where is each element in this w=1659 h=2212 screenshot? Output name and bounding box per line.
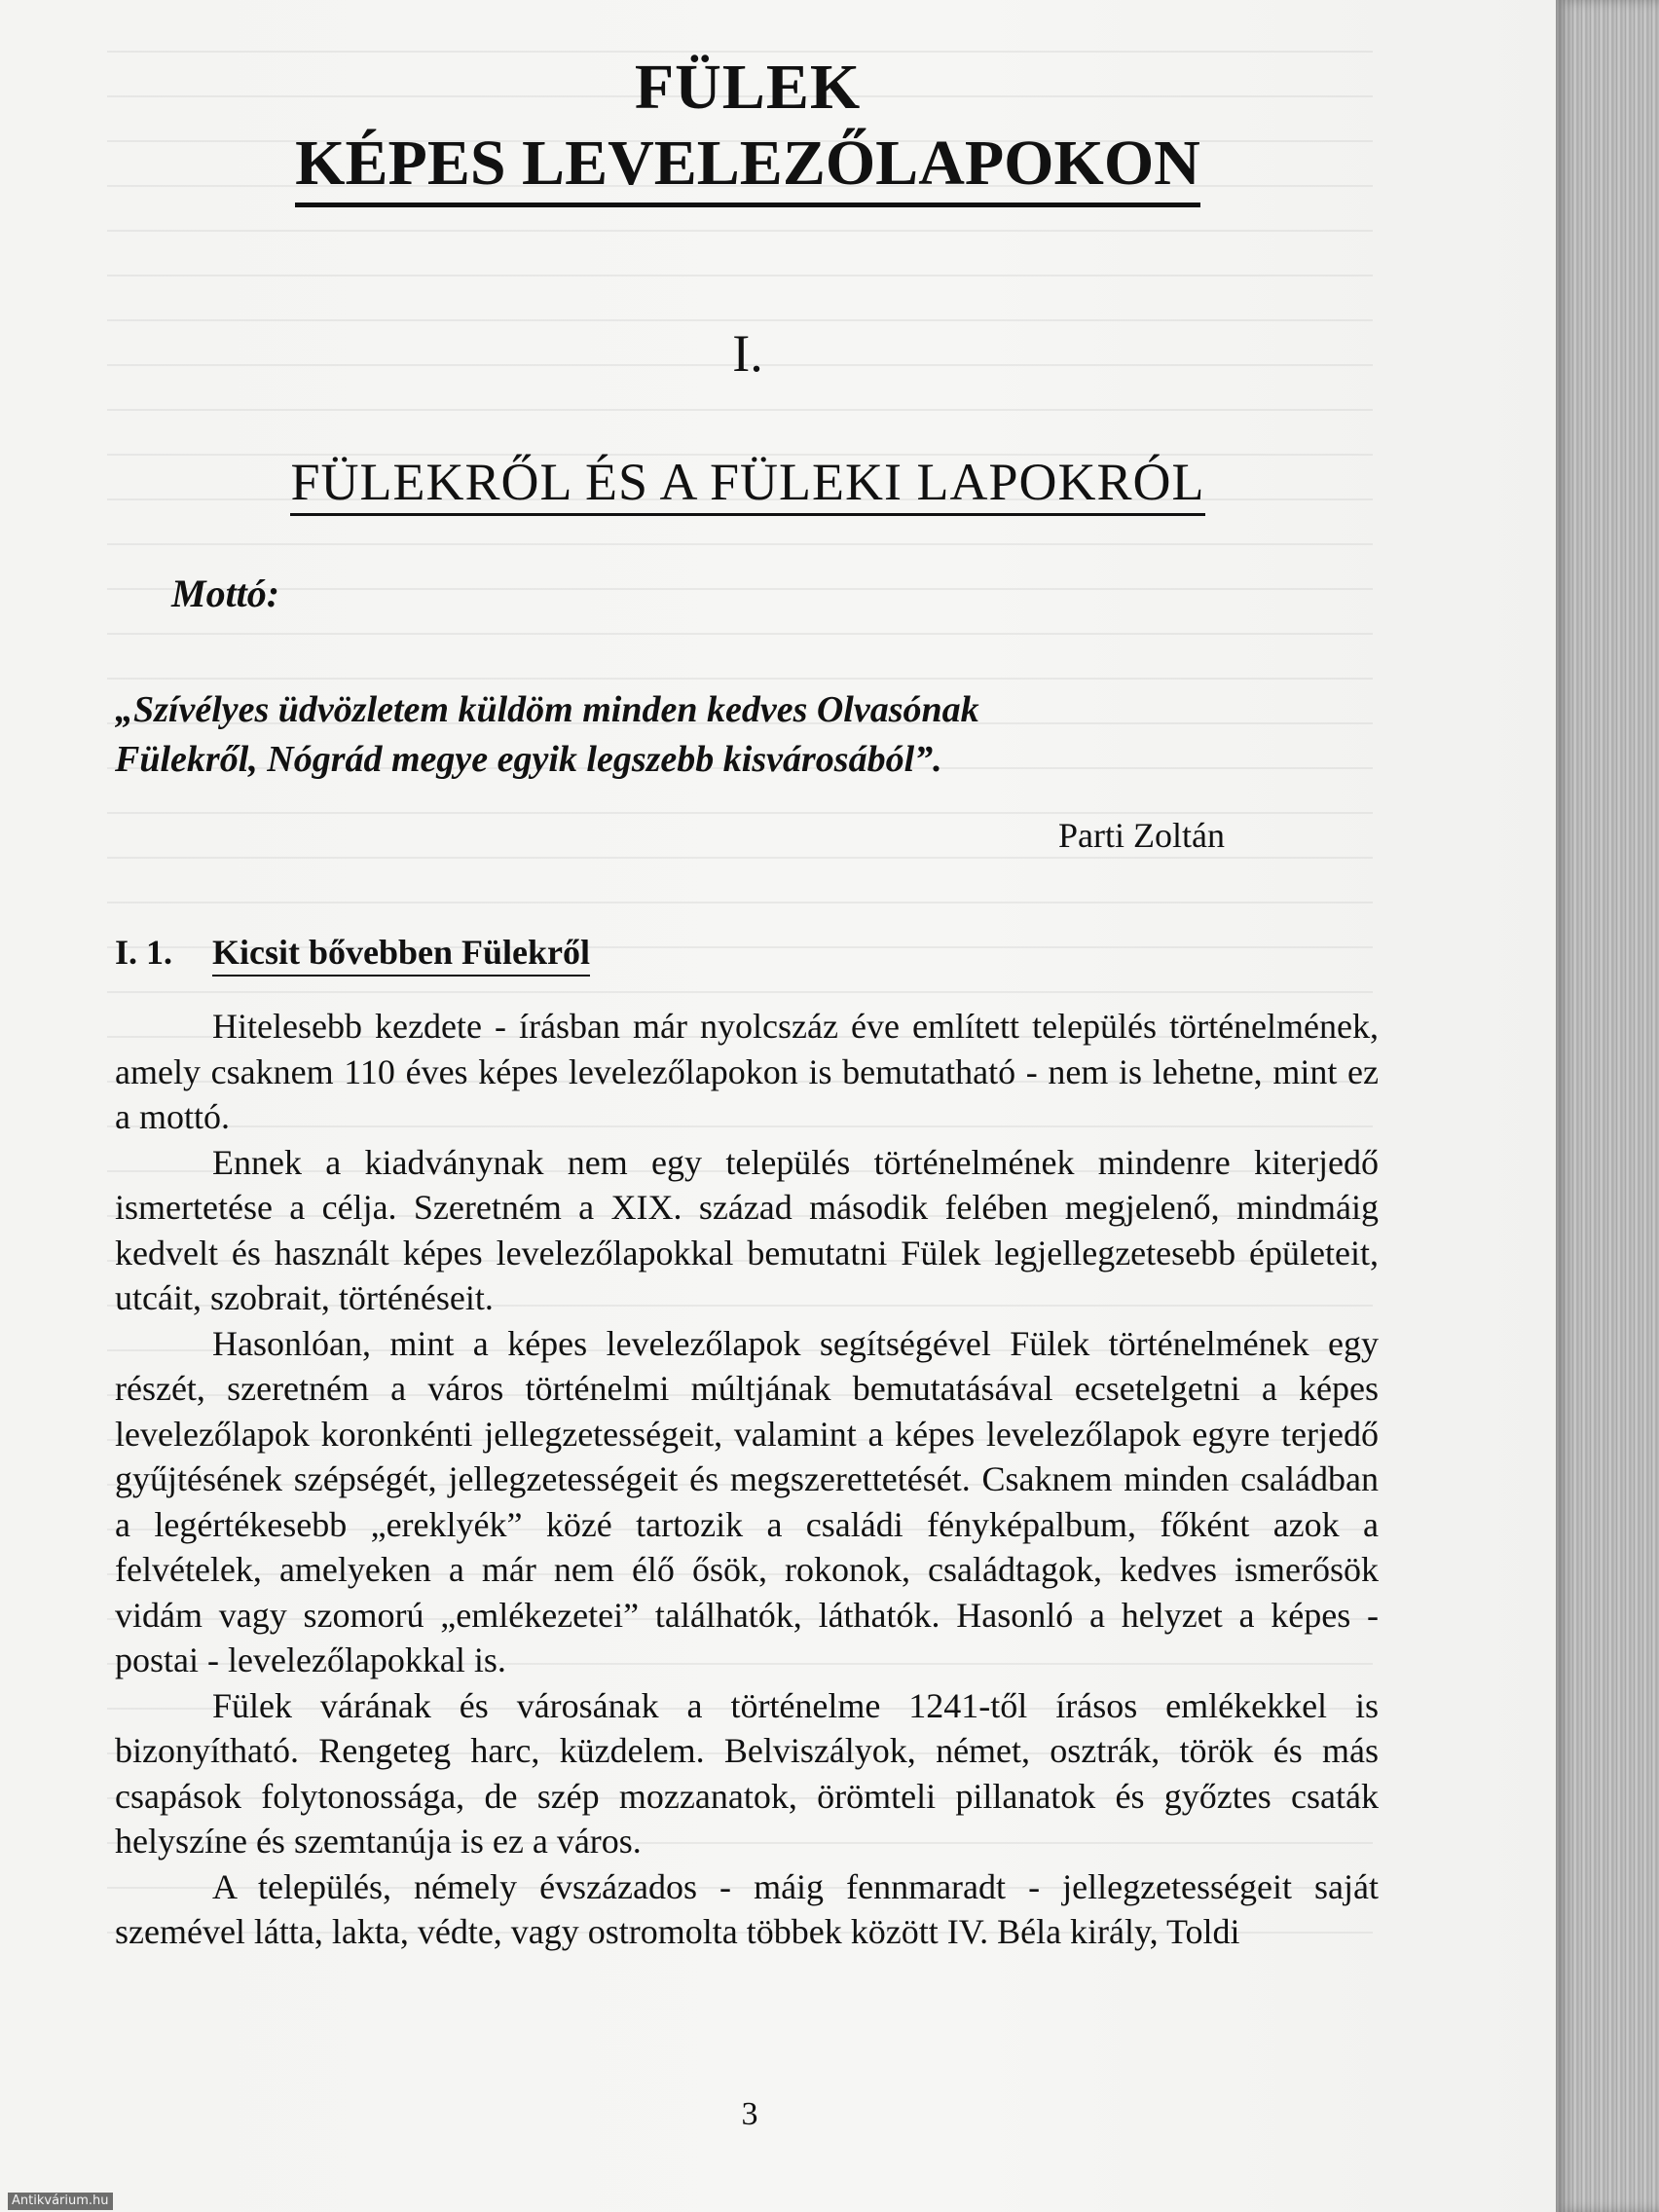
title-line-2-text: KÉPES LEVELEZŐLAPOKON	[295, 127, 1200, 207]
paragraph: Hitelesebb kezdete - írásban már nyolcszáz éve említett település történelmének, amely csaknem 110 éves képes levelezőlapokon is bemutatható - nem is lehetne, mint ez a mottó.	[115, 1007, 1379, 1136]
paragraph: A település, némely évszázados - máig fennmaradt - jellegzetességeit saját szemével látta, lakta, védte, vagy ostromolta többek között IV. Béla király, Toldi	[115, 1866, 1379, 1951]
paragraph: Fülek várának és városának a történelme 1241-től írásos emlékekkel is bizonyítható. Rengeteg harc, küzdelem. Belviszályok, német, osztrák, török és más csapások folytonossága, de szép mozzanatok, örömteli pillanatok és győztes csaták helyszíne és szemtanúja is ez a város.	[115, 1685, 1379, 1861]
section-number: I. 1.	[115, 933, 173, 972]
section-title: Kicsit bővebben Fülekről	[212, 931, 590, 977]
page-number: 3	[741, 2096, 758, 2132]
motto-quote	[115, 685, 1252, 785]
motto-author: Parti Zoltán	[1058, 816, 1225, 855]
paragraph: Ennek a kiadványnak nem egy település történelmének mindenre kiterjedő ismertetése a célja. Szeretném a XIX. század második felében megjelenő, mindmáig kedvelt és használt képes levelezőlapokkal bemutatni Fülek legjellegzetesebb épületeit, utcáit, szobrait, történéseit.	[115, 1142, 1379, 1317]
part-title-text: FÜLEKRŐL ÉS A FÜLEKI LAPOKRÓL	[290, 453, 1204, 516]
page-content	[115, 51, 1381, 1955]
part-title	[115, 453, 1381, 516]
motto-label: Mottó:	[171, 571, 280, 615]
body-text	[115, 1004, 1379, 1955]
motto-line-2: Fülekről, Nógrád megye egyik legszebb kisvárosából”.	[115, 739, 942, 780]
motto-line-1: „Szívélyes üdvözletem küldöm minden kedves Olvasónak	[115, 689, 979, 730]
watermark: Antikvárium.hu	[8, 2193, 113, 2210]
part-numeral: I.	[732, 324, 763, 383]
title-line-2	[115, 127, 1381, 207]
paragraph: Hasonlóan, mint a képes levelezőlapok segítségével Fülek történelmének egy részét, szeretném a város történelmi múltjának bemutatásával ecsetelgetni a képes levelezőlapok koronkénti jellegzetességeit, valamint a képes levelezőlapok egyre terjedő gyűjtésének szépségét, jellegzetességeit és megszerettetését. Csaknem minden családban a legértékesebb „ereklyék” közé tartozik a családi fényképalbum, főként azok a felvételek, amelyeken a már nem élő ősök, rokonok, családtagok, kedves ismerősök vidám vagy szomorú „emlékezetei” találhatók, láthatók. Hasonló a helyzet a képes - postai - levelezőlapokkal is.	[115, 1323, 1379, 1679]
title-line-1: FÜLEK	[634, 52, 862, 123]
section-heading	[115, 931, 1381, 977]
book-spine-edge	[1556, 0, 1659, 2212]
